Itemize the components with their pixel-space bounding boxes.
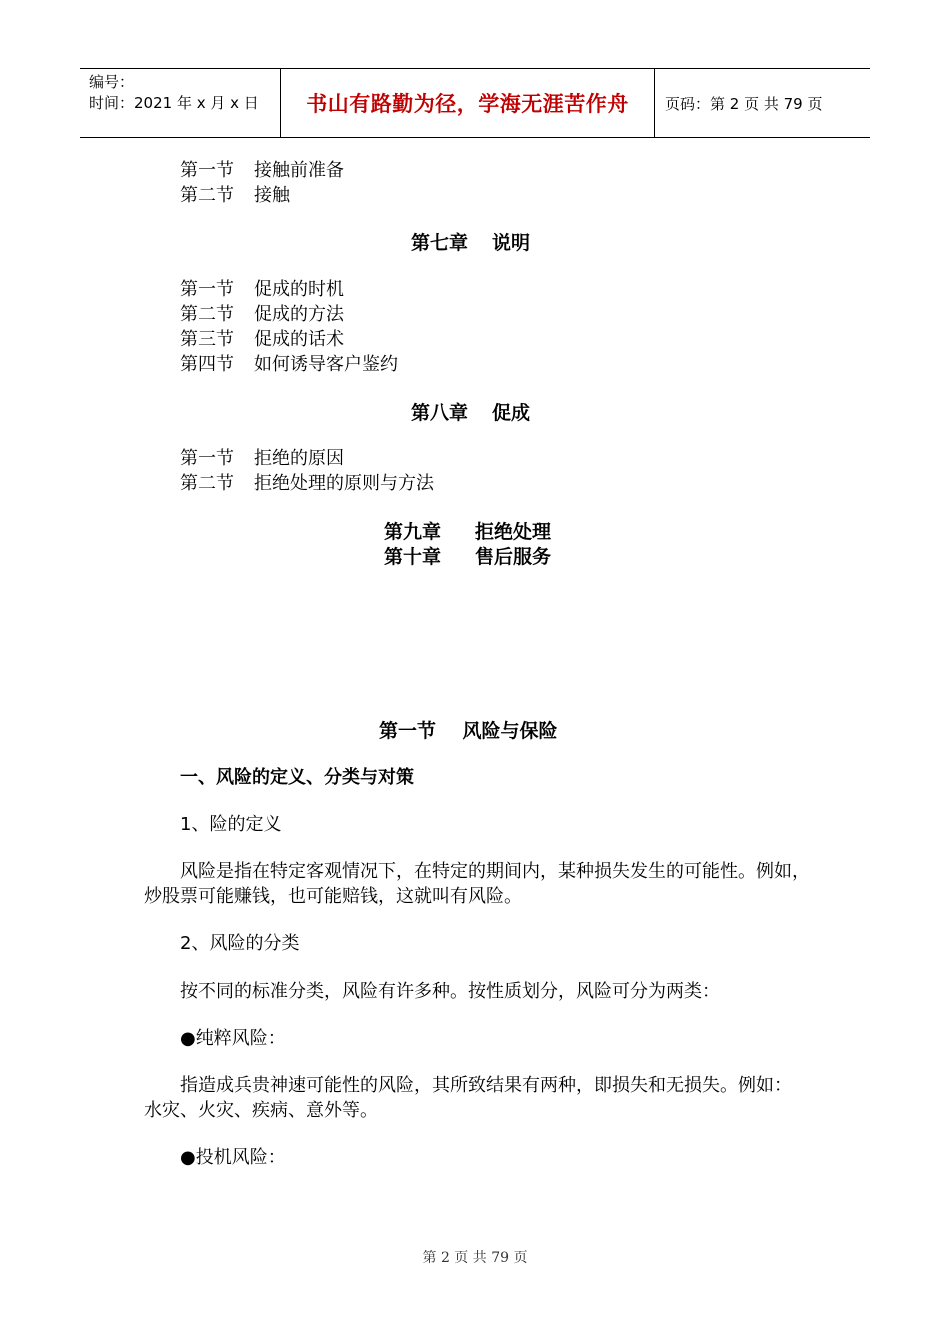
paragraph-line: 水灾、火灾、疾病、意外等。 (144, 1100, 378, 1121)
toc-item: 第二节 拒绝处理的原则与方法 (180, 473, 434, 494)
toc-item: 第二节 促成的方法 (180, 304, 344, 325)
toc-item: 第三节 促成的话术 (180, 329, 344, 350)
toc-item: 第二节 接触 (180, 185, 290, 206)
number-label: 编号： (89, 73, 135, 91)
header-meta (80, 69, 281, 137)
toc-item: 第一节 拒绝的原因 (180, 448, 344, 469)
toc-item: 第一节 接触前准备 (180, 160, 344, 181)
section-title: 第一节 风险与保险 (379, 720, 558, 742)
page-footer: 第 2 页 共 79 页 (422, 1250, 528, 1266)
bullet-item: ●投机风险： (180, 1147, 286, 1168)
chapter-heading: 第七章 说明 (411, 232, 531, 254)
list-item: 1、险的定义 (180, 814, 282, 835)
heading-level1: 一、风险的定义、分类与对策 (180, 767, 414, 788)
header-page-label: 页码：第 2 页 共 79 页 (665, 94, 823, 113)
chapter-heading: 第十章 售后服务 (384, 546, 552, 568)
time-label: 时间：2021 年 x 月 x 日 (89, 94, 259, 112)
header-motto: 书山有路勤为径，学海无涯苦作舟 (281, 69, 655, 137)
toc-item: 第四节 如何诱导客户鉴约 (180, 354, 398, 375)
list-item: 2、风险的分类 (180, 933, 300, 954)
page-header (80, 68, 870, 138)
paragraph-line: 按不同的标准分类，风险有许多种。按性质划分，风险可分为两类： (180, 981, 720, 1002)
chapter-heading: 第八章 促成 (411, 402, 531, 424)
chapter-heading: 第九章 拒绝处理 (384, 521, 552, 543)
paragraph-line: 风险是指在特定客观情况下，在特定的期间内，某种损失发生的可能性。例如， (180, 861, 810, 882)
paragraph-line: 指造成兵贵神速可能性的风险，其所致结果有两种，即损失和无损失。例如： (180, 1075, 792, 1096)
bullet-item: ●纯粹风险： (180, 1028, 286, 1049)
toc-item: 第一节 促成的时机 (180, 279, 344, 300)
paragraph-line: 炒股票可能赚钱，也可能赔钱，这就叫有风险。 (144, 886, 522, 907)
